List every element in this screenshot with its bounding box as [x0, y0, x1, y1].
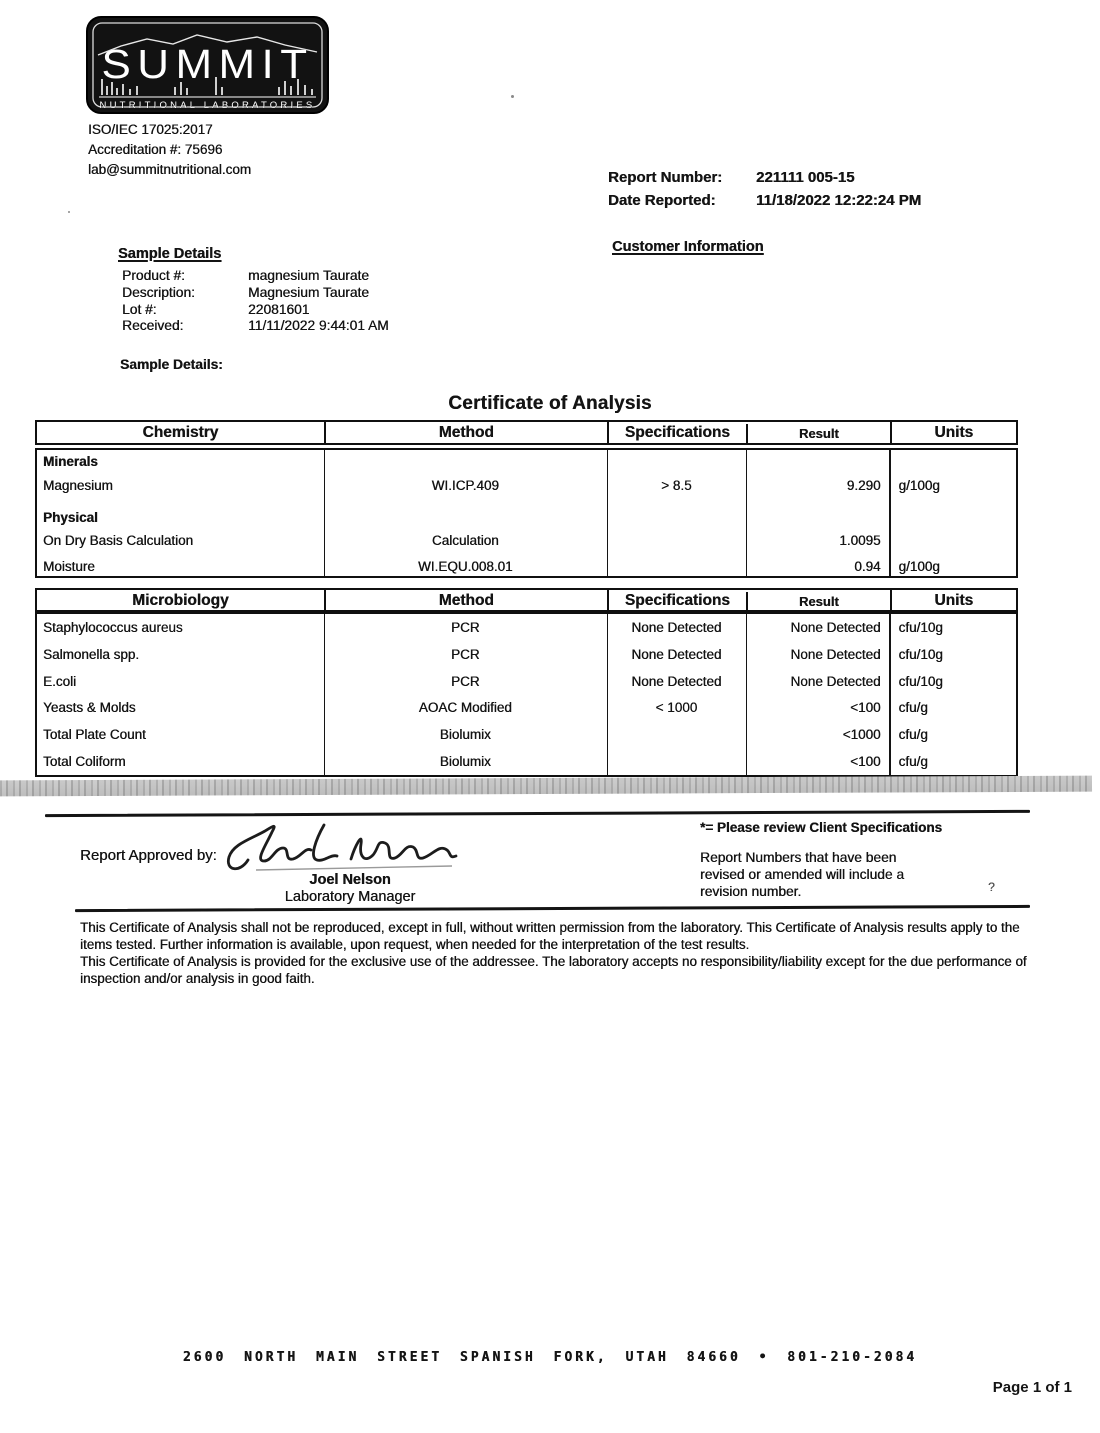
specifications-header-cell: Specifications — [607, 590, 746, 613]
report-number-label: Report Number: — [608, 169, 723, 186]
customer-information-heading: Customer Information — [612, 239, 764, 255]
divider — [75, 905, 1030, 912]
method-cell: WI.ICP.409 — [431, 477, 499, 493]
report-approved-by-label: Report Approved by: — [80, 847, 217, 864]
sample-details-heading: Sample Details — [118, 246, 222, 262]
microbiology-table-header — [35, 588, 1018, 612]
result-cell: <100 — [850, 754, 881, 770]
table-row — [37, 528, 1016, 552]
received-value: 11/11/2022 9:44:01 AM — [248, 318, 389, 334]
method-header-cell: Method — [324, 422, 607, 445]
report-meta — [608, 166, 921, 212]
date-reported-label: Date Reported: — [608, 192, 716, 209]
table-row — [37, 472, 1016, 498]
lot-label: Lot #: — [122, 301, 157, 317]
method-cell: PCR — [450, 619, 480, 635]
units-header-cell: Units — [890, 590, 1016, 613]
sample-field-row — [122, 268, 389, 285]
disclaimer-paragraph: This Certificate of Analysis is provided for the exclusive use of the addressee. The laboratory accepts no responsibility/liability except for the due performance of inspection and/or analysis in good faith. — [80, 953, 1027, 986]
method-cell: Biolumix — [439, 754, 491, 770]
table-row — [37, 450, 1016, 472]
units-cell: cfu/g — [898, 700, 928, 716]
units-cell: cfu/g — [898, 727, 928, 743]
units-cell: cfu/g — [898, 754, 928, 770]
chemistry-table — [35, 448, 1018, 578]
analyte-name: Salmonella spp. — [43, 646, 140, 662]
page-number: Page 1 of 1 — [992, 1379, 1072, 1396]
product-value: magnesium Taurate — [248, 268, 369, 283]
analyte-name: Magnesium — [43, 477, 113, 493]
analyte-name: On Dry Basis Calculation — [43, 532, 194, 548]
description-value: Magnesium Taurate — [248, 284, 369, 300]
sample-field-row — [122, 318, 389, 335]
microbiology-table — [35, 612, 1018, 777]
method-cell: PCR — [450, 673, 480, 689]
summit-logo — [85, 15, 330, 115]
scan-artifact-band — [0, 776, 1092, 797]
spec-cell: None Detected — [631, 673, 722, 689]
result-header-cell: Result — [746, 424, 889, 444]
result-cell: None Detected — [790, 673, 881, 689]
lab-address: 2600 NORTH MAIN STREET SPANISH FORK, UTAH 84660 • 801-210-2084 — [182, 1350, 918, 1365]
group-label: Minerals — [43, 453, 98, 469]
result-cell: 1.0095 — [839, 532, 881, 548]
lab-email: lab@summitnutritional.com — [88, 162, 252, 177]
group-label: Physical — [43, 509, 98, 525]
spec-cell: None Detected — [631, 619, 722, 635]
signatory-name: Joel Nelson — [309, 872, 391, 888]
analyte-name: Staphylococcus aureus — [43, 619, 183, 635]
result-header-cell: Result — [746, 592, 889, 612]
method-cell: Biolumix — [439, 727, 491, 743]
result-cell: 0.94 — [854, 558, 881, 574]
result-cell: 9.290 — [846, 477, 881, 493]
sample-details-fields — [122, 268, 389, 335]
sample-field-row — [122, 302, 389, 319]
logo-subtitle: NUTRITIONAL LABORATORIES — [99, 100, 316, 111]
disclaimer-paragraph: This Certificate of Analysis shall not be reproduced, except in full, without written permission from the laboratory. This Certificate of Analysis results apply to the items tested. Further information is available, upon request, when needed for the interpretation of the test results. — [80, 920, 1020, 952]
result-cell: None Detected — [790, 646, 881, 662]
method-cell: PCR — [450, 646, 480, 662]
units-cell: cfu/10g — [898, 646, 943, 662]
specifications-header-cell: Specifications — [607, 422, 746, 445]
units-header-cell: Units — [890, 422, 1016, 445]
client-spec-note: *= Please review Client Specifications — [700, 820, 942, 835]
units-cell: g/100g — [898, 558, 940, 574]
analyte-name: Yeasts & Molds — [43, 700, 136, 716]
method-header-cell: Method — [324, 590, 607, 613]
units-cell: cfu/10g — [898, 673, 943, 689]
table-row — [37, 552, 1016, 580]
method-cell: Calculation — [431, 532, 499, 548]
sample-details-secondary-heading: Sample Details: — [120, 357, 223, 372]
date-reported-value: 11/18/2022 12:22:24 PM — [756, 192, 922, 209]
product-label: Product #: — [122, 268, 185, 283]
result-cell: <100 — [850, 700, 881, 716]
revision-note: Report Numbers that have been revised or amended will include a revision number. — [700, 850, 904, 899]
spec-cell: None Detected — [631, 646, 722, 662]
disclaimer — [80, 920, 1033, 988]
units-cell: cfu/10g — [898, 619, 943, 635]
units-cell: g/100g — [898, 477, 940, 493]
signatory-title: Laboratory Manager — [284, 889, 416, 905]
logo-wordmark: SUMMIT — [101, 41, 314, 87]
scan-speck — [68, 211, 70, 213]
report-number-value: 221111 005-15 — [756, 169, 855, 186]
accreditation-number: Accreditation #: 75696 — [88, 142, 223, 157]
received-label: Received: — [122, 318, 184, 334]
lot-value: 22081601 — [248, 301, 310, 317]
result-cell: None Detected — [790, 619, 881, 635]
description-label: Description: — [122, 284, 195, 300]
page-title: Certificate of Analysis — [448, 393, 652, 414]
chemistry-table-header — [35, 420, 1018, 445]
divider — [45, 810, 1030, 817]
microbiology-header-cell: Microbiology — [132, 592, 229, 609]
scan-speck — [511, 95, 514, 98]
sample-field-row — [122, 285, 389, 302]
accreditation-block — [88, 120, 251, 180]
result-cell: <1000 — [842, 727, 881, 743]
method-cell: WI.EQU.008.01 — [417, 558, 513, 574]
analyte-name: Moisture — [43, 558, 95, 574]
scan-artifact-mark: ? — [988, 880, 995, 894]
analyte-name: Total Plate Count — [43, 727, 146, 743]
method-cell: AOAC Modified — [418, 700, 512, 716]
table-row — [37, 506, 1016, 528]
spec-cell: > 8.5 — [661, 477, 692, 493]
spec-cell: < 1000 — [655, 700, 698, 716]
chemistry-header-cell: Chemistry — [142, 424, 219, 441]
analyte-name: E.coli — [43, 673, 77, 689]
analyte-name: Total Coliform — [43, 754, 126, 770]
iso-line: ISO/IEC 17025:2017 — [88, 122, 213, 137]
